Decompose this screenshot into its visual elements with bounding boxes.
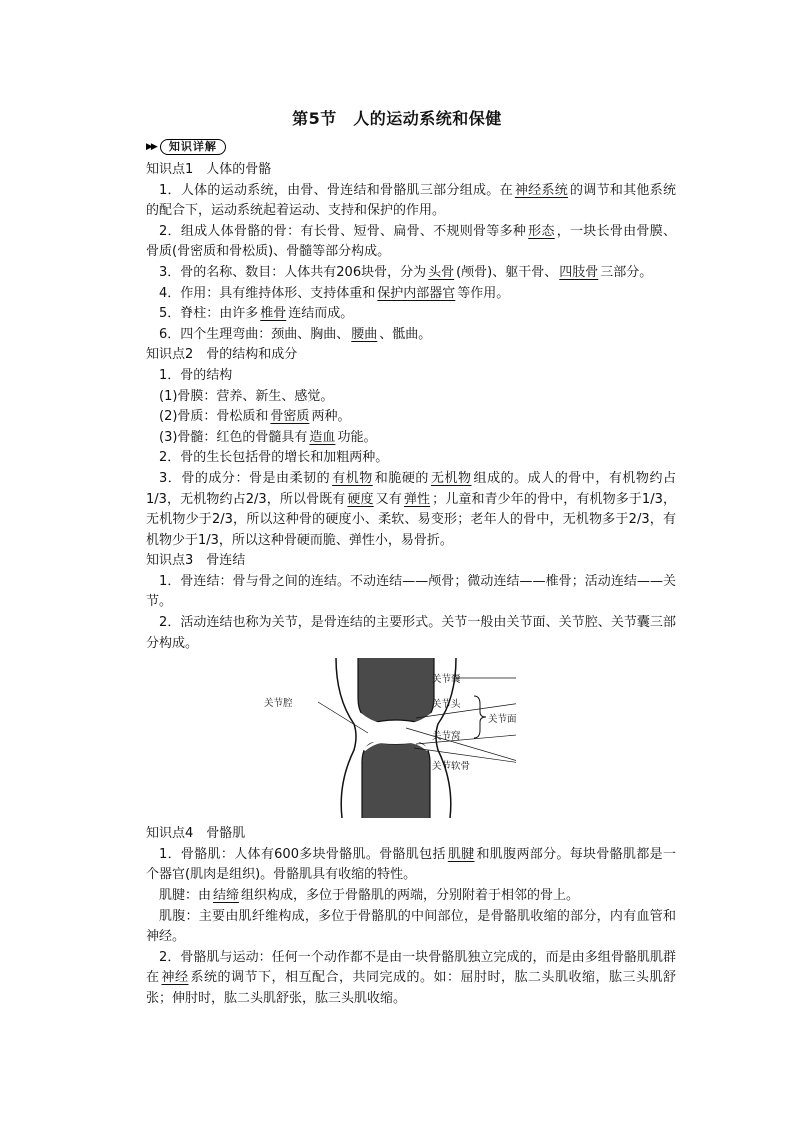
blank-answer: 造血 <box>309 429 336 445</box>
kp3-heading: 知识点3 骨连结 <box>146 553 246 569</box>
blank-answer: 神经系统 <box>514 182 569 198</box>
blank-answer: 腰曲 <box>351 326 378 342</box>
joint-diagram <box>146 658 676 818</box>
section-badge <box>146 138 226 156</box>
blank-answer: 椎骨 <box>260 306 287 322</box>
badge-label: 知识详解 <box>160 139 226 155</box>
label-joint-capsule: 关节囊 <box>432 674 461 686</box>
label-joint-cartilage: 关节软骨 <box>432 761 471 773</box>
kp2-item1a: (1)骨膜：营养、新生、感觉。 <box>159 388 334 404</box>
blank-answer: 形态 <box>528 223 555 239</box>
blank-answer: 四肢骨 <box>559 264 599 280</box>
kp1-item1: 1．人体的运动系统，由骨、骨连结和骨骼肌三部分组成。在 神经系统 的调节和其他系统的配合下，运动系统起着运动、支持和保护的作用。 <box>146 182 676 219</box>
kp4-heading: 知识点4 骨骼肌 <box>146 826 246 842</box>
blank-answer: 有机物 <box>332 470 373 486</box>
label-joint-head: 关节头 <box>432 699 461 711</box>
blank-answer: 无机物 <box>430 470 472 486</box>
kp2-item3: 3．骨的成分：骨是由柔韧的 有机物 和脆硬的 无机物 组成的。成人的骨中，有机物约占1/3，无机物约占2/3，所以骨既有 硬度 又有 弹性 ；儿童和青少年的骨中，有机物多于1/3，无机物少于2/3，所以这种骨的硬度小、柔软、易变形；老年人的骨中，无机物多于2/3，有机物少于1/3，所以这种骨硬而脆、弹性小，易骨折。 <box>146 470 676 548</box>
kp2-item1c: (3)骨髓：红色的骨髓具有 造血 功能。 <box>159 429 377 445</box>
kp2-item1b: (2)骨质：骨松质和 骨密质 两种。 <box>159 409 351 425</box>
kp4-item2: 2．骨骼肌与运动：任何一个动作都不是由一块骨骼肌独立完成的，而是由多组骨骼肌肌群在 神经 系统的调节下，相互配合，共同完成的。如：屈肘时，肱二头肌收缩，肱三头肌舒张；伸肘时，肱二头肌舒张，肱三头肌收缩。 <box>146 949 676 1006</box>
kp2-heading: 知识点2 骨的结构和成分 <box>146 347 298 363</box>
kp1-heading: 知识点1 人体的骨骼 <box>146 162 272 177</box>
kp3-item1: 1．骨连结：骨与骨之间的连结。不动连结——颅骨；微动连结——椎骨；活动连结——关节。 <box>146 573 676 610</box>
kp1-item5: 5．脊柱：由许多 椎骨 连结而成。 <box>159 306 354 322</box>
label-joint-socket: 关节窝 <box>432 731 461 743</box>
kp2-item1: 1．骨的结构 <box>159 367 233 383</box>
content-body <box>146 160 676 1010</box>
blank-answer: 保护内部器官 <box>377 285 456 301</box>
kp4-tendon: 肌腱：由 结缔 组织构成，多位于骨骼肌的两端，分别附着于相邻的骨上。 <box>159 888 580 904</box>
label-joint-surface: 关节面 <box>488 714 517 726</box>
page-title: 第5节 人的运动系统和保健 <box>292 109 502 128</box>
blank-answer: 头骨 <box>428 264 455 280</box>
kp1-item2: 2．组成人体骨骼的骨：有长骨、短骨、扁骨、不规则骨等多种 形态 ，一块长骨由骨膜、骨质(骨密质和骨松质)、骨髓等部分构成。 <box>146 223 676 260</box>
kp3-item2: 2．活动连结也称为关节，是骨连结的主要形式。关节一般由关节面、关节腔、关节囊三部分构成。 <box>146 615 676 651</box>
kp4-belly: 肌腹：主要由肌纤维构成，多位于骨骼肌的中间部位，是骨骼肌收缩的部分，内有血管和神经。 <box>146 908 676 945</box>
double-arrow-icon: ▶▶ <box>146 142 156 152</box>
blank-answer: 弹性 <box>403 491 431 507</box>
blank-answer: 骨密质 <box>270 409 310 425</box>
blank-answer: 神经 <box>161 970 189 986</box>
kp4-item1: 1．骨骼肌：人体有600多块骨骼肌。骨骼肌包括 肌腱 和肌腹两部分。每块骨骼肌都是一个器官(肌肉是组织)。骨骼肌具有收缩的特性。 <box>146 846 676 883</box>
label-joint-cavity: 关节腔 <box>264 698 293 710</box>
kp2-item2: 2．骨的生长包括骨的增长和加粗两种。 <box>159 450 389 466</box>
kp1-item6: 6．四个生理弯曲：颈曲、胸曲、 腰曲 、骶曲。 <box>159 326 432 342</box>
blank-answer: 肌腱 <box>447 846 475 862</box>
kp1-item3: 3．骨的名称、数目：人体共有206块骨，分为 头骨 (颅骨)、躯干骨、 四肢骨 三部分。 <box>159 264 653 280</box>
kp1-item4: 4．作用：具有维持体形、支持体重和 保护内部器官 等作用。 <box>159 285 510 301</box>
blank-answer: 硬度 <box>347 491 374 507</box>
blank-answer: 结缔 <box>213 888 240 904</box>
